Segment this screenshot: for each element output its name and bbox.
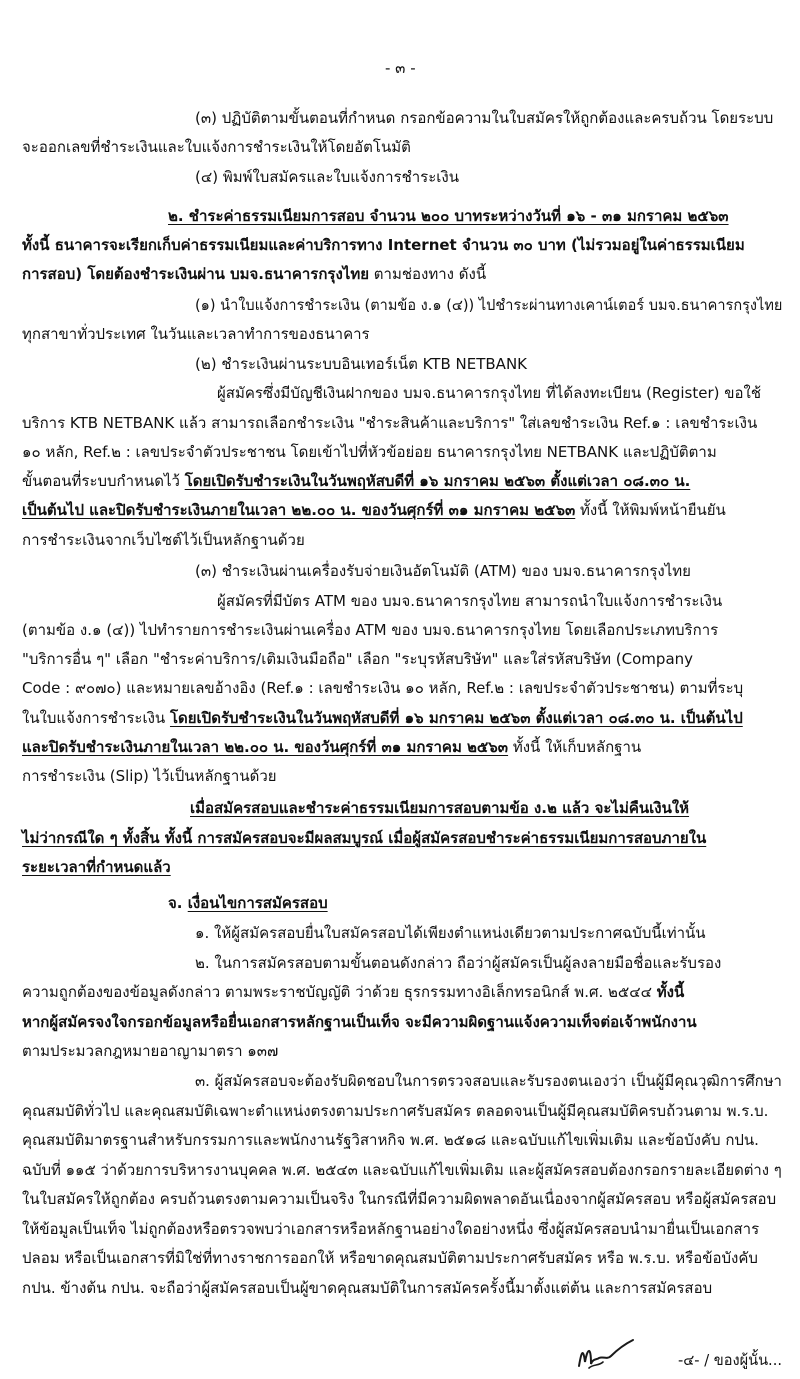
page-number: - ๓ - <box>385 59 416 77</box>
condition-3-line-6: ให้ข้อมูลเป็นเท็จ ไม่ถูกต้องหรือตรวจพบว่าเอกสารหรือหลักฐานอย่างใดอย่างหนึ่ง ซึ่งผู้สมัครสอบนำมายื่นเป็นเอกสาร <box>22 1220 760 1238</box>
method-3-title: (๓) ชำระเงินผ่านเครื่องรับจ่ายเงินอัตโนมัติ (ATM) ของ บมจ.ธนาคารกรุงไทย <box>195 562 691 580</box>
method-3-line-5 <box>22 708 743 728</box>
condition-2-line-4: ตามประมวลกฎหมายอาญามาตรา ๑๓๗ <box>22 1042 279 1060</box>
condition-2-line-2-bold: ทั้งนี้ <box>656 983 685 1001</box>
condition-3-line-4: ฉบับที่ ๑๑๕ ว่าด้วยการบริหารงานบุคคล พ.ศ. ๒๕๔๓ และฉบับแก้ไขเพิ่มเติม และผู้สมัครสอบต้องกรอกรายละเอียดต่าง ๆ <box>22 1161 782 1179</box>
fee-heading-text: ๒. ชำระค่าธรรมเนียมการสอบ จำนวน ๒๐๐ บาทระหว่างวันที่ ๑๖ - ๓๑ มกราคม ๒๕๖๓ <box>168 207 729 225</box>
method-3-open-time: โดยเปิดรับชำระเงินในวันพฤหัสบดีที่ ๑๖ มกราคม ๒๕๖๓ ตั้งแต่เวลา ๐๘.๓๐ น. เป็นต้นไป <box>169 709 743 727</box>
method-2-line-2: บริการ KTB NETBANK แล้ว สามารถเลือกชำระเงิน "ชำระสินค้าและบริการ" ใส่เลขชำระเงิน Ref.๑ : เลขชำระเงิน <box>22 414 758 432</box>
method-3-line-4: Code : ๙๐๗๐) และหมายเลขอ้างอิง (Ref.๑ : เลขชำระเงิน ๑๐ หลัก, Ref.๒ : เลขประจำตัวประชาชน) ตามที่ระบุ <box>22 679 744 697</box>
method-3-close-time: และปิดรับชำระเงินภายในเวลา ๒๒.๐๐ น. ของวันศุกร์ที่ ๓๑ มกราคม ๒๕๖๓ <box>22 738 509 756</box>
method-2-line-1: ผู้สมัครซึ่งมีบัญชีเงินฝากของ บมจ.ธนาคารกรุงไทย ที่ได้ลงทะเบียน (Register) ขอใช้ <box>217 384 762 402</box>
handwritten-signature <box>575 1336 635 1372</box>
method-2-line-4 <box>22 471 690 491</box>
method-3-line-2: (ตามข้อ ง.๑ (๔)) ไปทำรายการชำระเงินผ่านเครื่อง ATM ของ บมจ.ธนาคารกรุงไทย โดยเลือกประเภทบริการ <box>22 621 719 639</box>
method-2-line-3: ๑๐ หลัก, Ref.๒ : เลขประจำตัวประชาชน โดยเข้าไปที่หัวข้อย่อย ธนาคารกรุงไทย NETBANK และปฏิบัติตาม <box>22 443 717 461</box>
method-3-line-6-normal: ทั้งนี้ ให้เก็บหลักฐาน <box>508 738 642 756</box>
method-3-line-7: การชำระเงิน (Slip) ไว้เป็นหลักฐานด้วย <box>22 767 277 785</box>
step-3-line-1: (๓) ปฏิบัติตามขั้นตอนที่กำหนด กรอกข้อความในใบสมัครให้ถูกต้องและครบถ้วน โดยระบบ <box>195 109 774 127</box>
method-2-line-4-normal: ขั้นตอนที่ระบบกำหนดไว้ <box>22 472 185 490</box>
method-2-line-5 <box>22 500 726 520</box>
method-1-line-1: (๑) นำใบแจ้งการชำระเงิน (ตามข้อ ง.๑ (๔)) ไปชำระผ่านทางเคาน์เตอร์ บมจ.ธนาคารกรุงไทย <box>195 296 783 314</box>
method-3-line-3: "บริการอื่น ๆ" เลือก "ชำระค่าบริการ/เติมเงินมือถือ" เลือก "ระบุรหัสบริษัท" และใส่รหัสบริษัท (Company <box>22 650 694 668</box>
method-2-title: (๒) ชำระเงินผ่านระบบอินเทอร์เน็ต KTB NETBANK <box>195 355 527 373</box>
step-4: (๔) พิมพ์ใบสมัครและใบแจ้งการชำระเงิน <box>195 168 459 186</box>
method-3-line-5-normal: ในใบแจ้งการชำระเงิน <box>22 709 170 727</box>
method-3-line-1: ผู้สมัครที่มีบัตร ATM ของ บมจ.ธนาคารกรุงไทย สามารถนำใบแจ้งการชำระเงิน <box>217 592 723 610</box>
step-3-line-2: จะออกเลขที่ชำระเงินและใบแจ้งการชำระเงินให้โดยอัตโนมัติ <box>22 138 411 156</box>
condition-2-line-1: ๒. ในการสมัครสอบตามขั้นตอนดังกล่าว ถือว่าผู้สมัครเป็นผู้ลงลายมือชื่อและรับรอง <box>195 954 722 972</box>
method-2-line-6: การชำระเงินจากเว็บไซต์ไว้เป็นหลักฐานด้วย <box>22 531 305 549</box>
condition-2-line-3: หากผู้สมัครจงใจกรอกข้อมูลหรือยื่นเอกสารหลักฐานเป็นเท็จ จะมีความผิดฐานแจ้งความเท็จต่อเจ้าพนักงาน <box>22 1013 697 1031</box>
method-2-close-time: เป็นต้นไป และปิดรับชำระเงินภายในเวลา ๒๒.๐๐ น. ของวันศุกร์ที่ ๓๑ มกราคม ๒๕๖๓ <box>22 501 576 519</box>
continuation-note: -๔- / ของผู้นั้น... <box>678 1351 782 1369</box>
no-refund-notice-line-3: ระยะเวลาที่กำหนดแล้ว <box>22 858 171 876</box>
fee-heading-normal-part: ตามช่องทาง ดังนี้ <box>369 265 487 283</box>
condition-3-line-8: กปน. ข้างต้น กปน. จะถือว่าผู้สมัครสอบเป็นผู้ขาดคุณสมบัติในการสมัครครั้งนี้มาตั้งแต่ต้น และการสมัครสอบ <box>22 1279 713 1297</box>
condition-1: ๑. ให้ผู้สมัครสอบยื่นใบสมัครสอบได้เพียงตำแหน่งเดียวตามประกาศฉบับนี้เท่านั้น <box>195 924 706 942</box>
condition-2-line-2 <box>22 982 684 1002</box>
method-2-line-5-normal: ทั้งนี้ ให้พิมพ์หน้ายืนยัน <box>575 501 726 519</box>
condition-2-line-2-normal: ความถูกต้องของข้อมูลดังกล่าว ตามพระราชบัญญัติ ว่าด้วย ธุรกรรมทางอิเล็กทรอนิกส์ พ.ศ. ๒๕๔๔ <box>22 983 657 1001</box>
fee-heading-bold-part: การสอบ) โดยต้องชำระเงินผ่าน บมจ.ธนาคารกรุงไทย <box>22 265 370 283</box>
condition-3-line-2: คุณสมบัติทั่วไป และคุณสมบัติเฉพาะตำแหน่งตรงตามประกาศรับสมัคร ตลอดจนเป็นผู้มีคุณสมบัติครบถ้วนตาม พ.ร.บ. <box>22 1102 769 1120</box>
method-3-line-6 <box>22 737 641 757</box>
fee-heading-line-3 <box>22 264 486 284</box>
condition-3-line-5: ในใบสมัครให้ถูกต้อง ครบถ้วนตรงตามความเป็นจริง ในกรณีที่มีความผิดพลาดอันเนื่องจากผู้สมัครสอบ หรือผู้สมัครสอบ <box>22 1190 777 1208</box>
condition-3-line-3: คุณสมบัติมาตรฐานสำหรับกรรมการและพนักงานรัฐวิสาหกิจ พ.ศ. ๒๕๑๘ และฉบับแก้ไขเพิ่มเติม และข้อบังคับ กปน. <box>22 1131 759 1149</box>
no-refund-notice-line-2: ไม่ว่ากรณีใด ๆ ทั้งสิ้น ทั้งนี้ การสมัครสอบจะมีผลสมบูรณ์ เมื่อผู้สมัครสอบชำระค่าธรรมเนียมการสอบภายใน <box>22 829 707 847</box>
method-2-open-time: โดยเปิดรับชำระเงินในวันพฤหัสบดีที่ ๑๖ มกราคม ๒๕๖๓ ตั้งแต่เวลา ๐๘.๓๐ น. <box>184 472 691 490</box>
fee-heading-line-1 <box>168 206 729 226</box>
fee-heading-line-2: ทั้งนี้ ธนาคารจะเรียกเก็บค่าธรรมเนียมและค่าบริการทาง Internet จำนวน ๓๐ บาท (ไม่รวมอยู่ในค่าธรรมเนียม <box>22 236 745 254</box>
conditions-heading <box>168 893 328 913</box>
condition-3-line-7: ปลอม หรือเป็นเอกสารที่มิใช่ที่ทางราชการออกให้ หรือขาดคุณสมบัติตามประกาศรับสมัคร หรือ พ.ร.บ. หรือข้อบังคับ <box>22 1249 758 1267</box>
conditions-heading-text: เงื่อนไขการสมัครสอบ <box>187 894 328 912</box>
conditions-heading-letter: จ. <box>168 894 188 912</box>
no-refund-notice-line-1: เมื่อสมัครสอบและชำระค่าธรรมเนียมการสอบตามข้อ ง.๒ แล้ว จะไม่คืนเงินให้ <box>190 799 690 817</box>
method-1-line-2: ทุกสาขาทั่วประเทศ ในวันและเวลาทำการของธนาคาร <box>22 325 370 343</box>
condition-3-line-1: ๓. ผู้สมัครสอบจะต้องรับผิดชอบในการตรวจสอบและรับรองตนเองว่า เป็นผู้มีคุณวุฒิการศึกษา <box>195 1072 782 1090</box>
